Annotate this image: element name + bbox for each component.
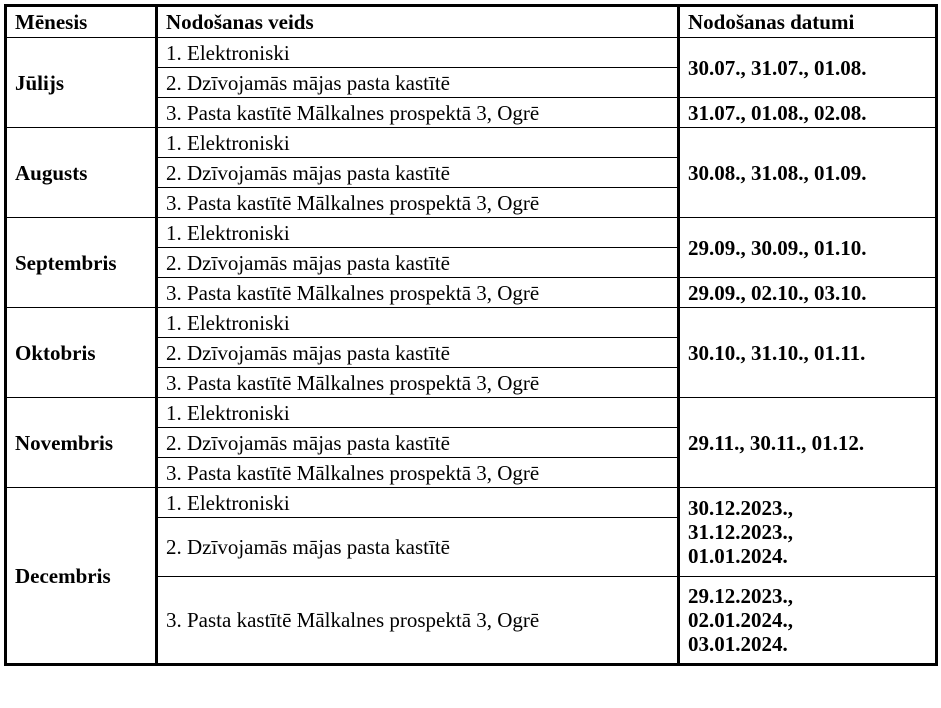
header-dates: Nodošanas datumi — [679, 6, 937, 38]
method-cell: 1. Elektroniski — [157, 218, 679, 248]
month-cell-augusts: Augusts — [6, 128, 157, 218]
dates-cell: 29.09., 02.10., 03.10. — [679, 278, 937, 308]
table-row — [6, 128, 937, 158]
table-row — [6, 38, 937, 68]
date-line: 31.12.2023., — [688, 520, 793, 544]
dates-cell: 30.07., 31.07., 01.08. — [679, 38, 937, 98]
method-cell: 2. Dzīvojamās mājas pasta kastītē — [157, 68, 679, 98]
dates-cell — [679, 488, 937, 577]
month-cell-decembris: Decembris — [6, 488, 157, 665]
method-cell: 2. Dzīvojamās mājas pasta kastītē — [157, 248, 679, 278]
date-line: 01.01.2024. — [688, 544, 788, 568]
method-cell: 2. Dzīvojamās mājas pasta kastītē — [157, 338, 679, 368]
method-cell: 1. Elektroniski — [157, 128, 679, 158]
header-method: Nodošanas veids — [157, 6, 679, 38]
method-cell: 3. Pasta kastītē Mālkalnes prospektā 3, Ogrē — [157, 458, 679, 488]
dates-cell: 29.11., 30.11., 01.12. — [679, 398, 937, 488]
method-cell: 1. Elektroniski — [157, 38, 679, 68]
dates-cell: 30.10., 31.10., 01.11. — [679, 308, 937, 398]
month-cell-oktobris: Oktobris — [6, 308, 157, 398]
method-cell: 3. Pasta kastītē Mālkalnes prospektā 3, Ogrē — [157, 188, 679, 218]
month-cell-julijs: Jūlijs — [6, 38, 157, 128]
table-row — [6, 218, 937, 248]
header-row — [6, 6, 937, 38]
method-cell: 1. Elektroniski — [157, 398, 679, 428]
method-cell: 3. Pasta kastītē Mālkalnes prospektā 3, Ogrē — [157, 368, 679, 398]
table-row — [6, 398, 937, 428]
method-cell: 1. Elektroniski — [157, 488, 679, 518]
dates-cell — [679, 577, 937, 665]
date-line: 03.01.2024. — [688, 632, 788, 656]
method-cell: 2. Dzīvojamās mājas pasta kastītē — [157, 158, 679, 188]
month-cell-septembris: Septembris — [6, 218, 157, 308]
month-cell-novembris: Novembris — [6, 398, 157, 488]
method-cell: 3. Pasta kastītē Mālkalnes prospektā 3, Ogrē — [157, 98, 679, 128]
dates-cell: 31.07., 01.08., 02.08. — [679, 98, 937, 128]
dates-cell: 29.09., 30.09., 01.10. — [679, 218, 937, 278]
dates-cell: 30.08., 31.08., 01.09. — [679, 128, 937, 218]
method-cell: 2. Dzīvojamās mājas pasta kastītē — [157, 518, 679, 577]
method-cell: 2. Dzīvojamās mājas pasta kastītē — [157, 428, 679, 458]
date-line: 29.12.2023., — [688, 584, 793, 608]
method-cell: 3. Pasta kastītē Mālkalnes prospektā 3, Ogrē — [157, 278, 679, 308]
method-cell: 3. Pasta kastītē Mālkalnes prospektā 3, Ogrē — [157, 577, 679, 665]
date-line: 02.01.2024., — [688, 608, 793, 632]
header-month: Mēnesis — [6, 6, 157, 38]
table-row — [6, 308, 937, 338]
date-line: 30.12.2023., — [688, 496, 793, 520]
submission-schedule-table — [4, 4, 938, 666]
table-row — [6, 488, 937, 518]
method-cell: 1. Elektroniski — [157, 308, 679, 338]
